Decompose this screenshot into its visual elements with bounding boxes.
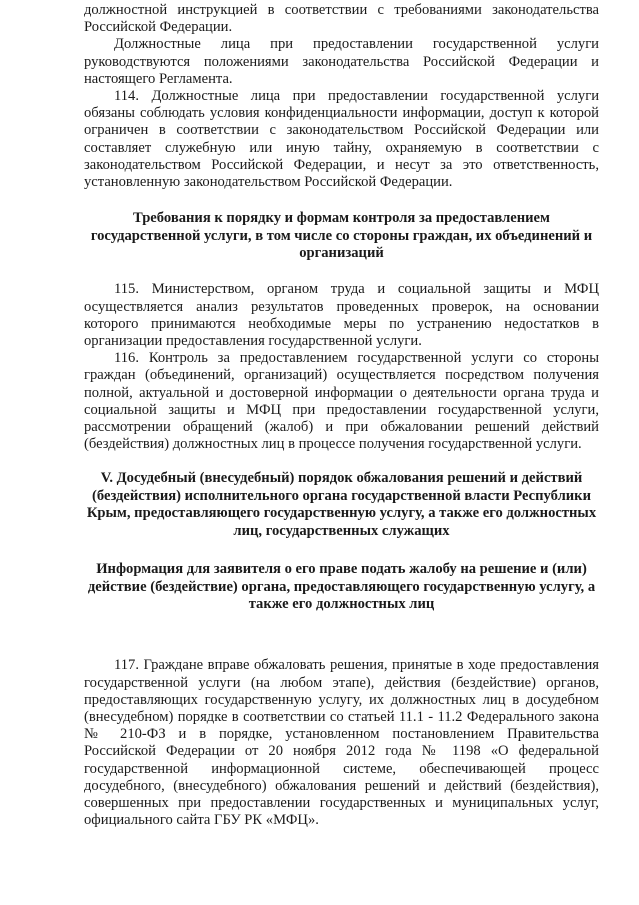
paragraph-continuation: должностной инструкцией в соответствии с требованиями законодательства Российской Федерации. — [84, 2, 599, 36]
paragraph-officials: Должностные лица при предоставлении государственной услуги руководствуются положениями законодательства Российской Федерации и настоящего Регламента. — [84, 36, 599, 87]
heading-section-v: V. Досудебный (внесудебный) порядок обжалования решений и действий (бездействия) исполнительного органа государственной власти Республики Крым, предоставляющего государственную услугу, а также его должностных лиц, государственных служащих — [86, 470, 597, 539]
paragraph-115: 115. Министерством, органом труда и социальной защиты и МФЦ осуществляется анализ результатов проведенных проверок, на основании которого принимаются необходимые меры по устранению недостатков в организации предоставления государственной услуги. — [84, 281, 599, 350]
heading-complaint-info: Информация для заявителя о его праве подать жалобу на решение и (или) действие (бездействие) органа, предоставляющего государственную услугу, а также его должностных лиц — [87, 561, 596, 612]
heading-control-requirements: Требования к порядку и формам контроля за предоставлением государственной услуги, в том числе со стороны граждан, их объединений и организаций — [90, 210, 593, 262]
paragraph-114: 114. Должностные лица при предоставлении государственной услуги обязаны соблюдать условия конфиденциальности информации, доступ к которой ограничен в соответствии с законодательством Российской Федерации или составляет служебную или иную тайну, охраняемую в соответствии с законодательством Российской Федерации, и несут за это ответственность, установленную законодательством Российской Федерации. — [84, 88, 599, 191]
paragraph-117: 117. Граждане вправе обжаловать решения, принятые в ходе предоставления государственной услуги (на любом этапе), действия (бездействие) органов, предоставляющих государственную услугу, их должностных лиц в досудебном (внесудебном) порядке в соответствии со статьей 11.1 - 11.2 Федерального закона № 210-ФЗ и в порядке, установленном постановлением Правительства Российской Федерации от 20 ноября 2012 года № 1198 «О федеральной государственной информационной системе, обеспечивающей процесс досудебного, (внесудебного) обжалования решений и действий (бездействия), совершенных при предоставлении государственных и муниципальных услуг, официального сайта ГБУ РК «МФЦ». — [84, 657, 599, 829]
paragraph-116: 116. Контроль за предоставлением государственной услуги со стороны граждан (объединений, организаций) осуществляется посредством получения полной, актуальной и достоверной информации о деятельности органа труда и социальной защиты и МФЦ при предоставлении государственной услуги, рассмотрении обращений (жалоб) и при обжаловании решений действий (бездействия) должностных лиц в процессе получения государственной услуги. — [84, 350, 599, 453]
